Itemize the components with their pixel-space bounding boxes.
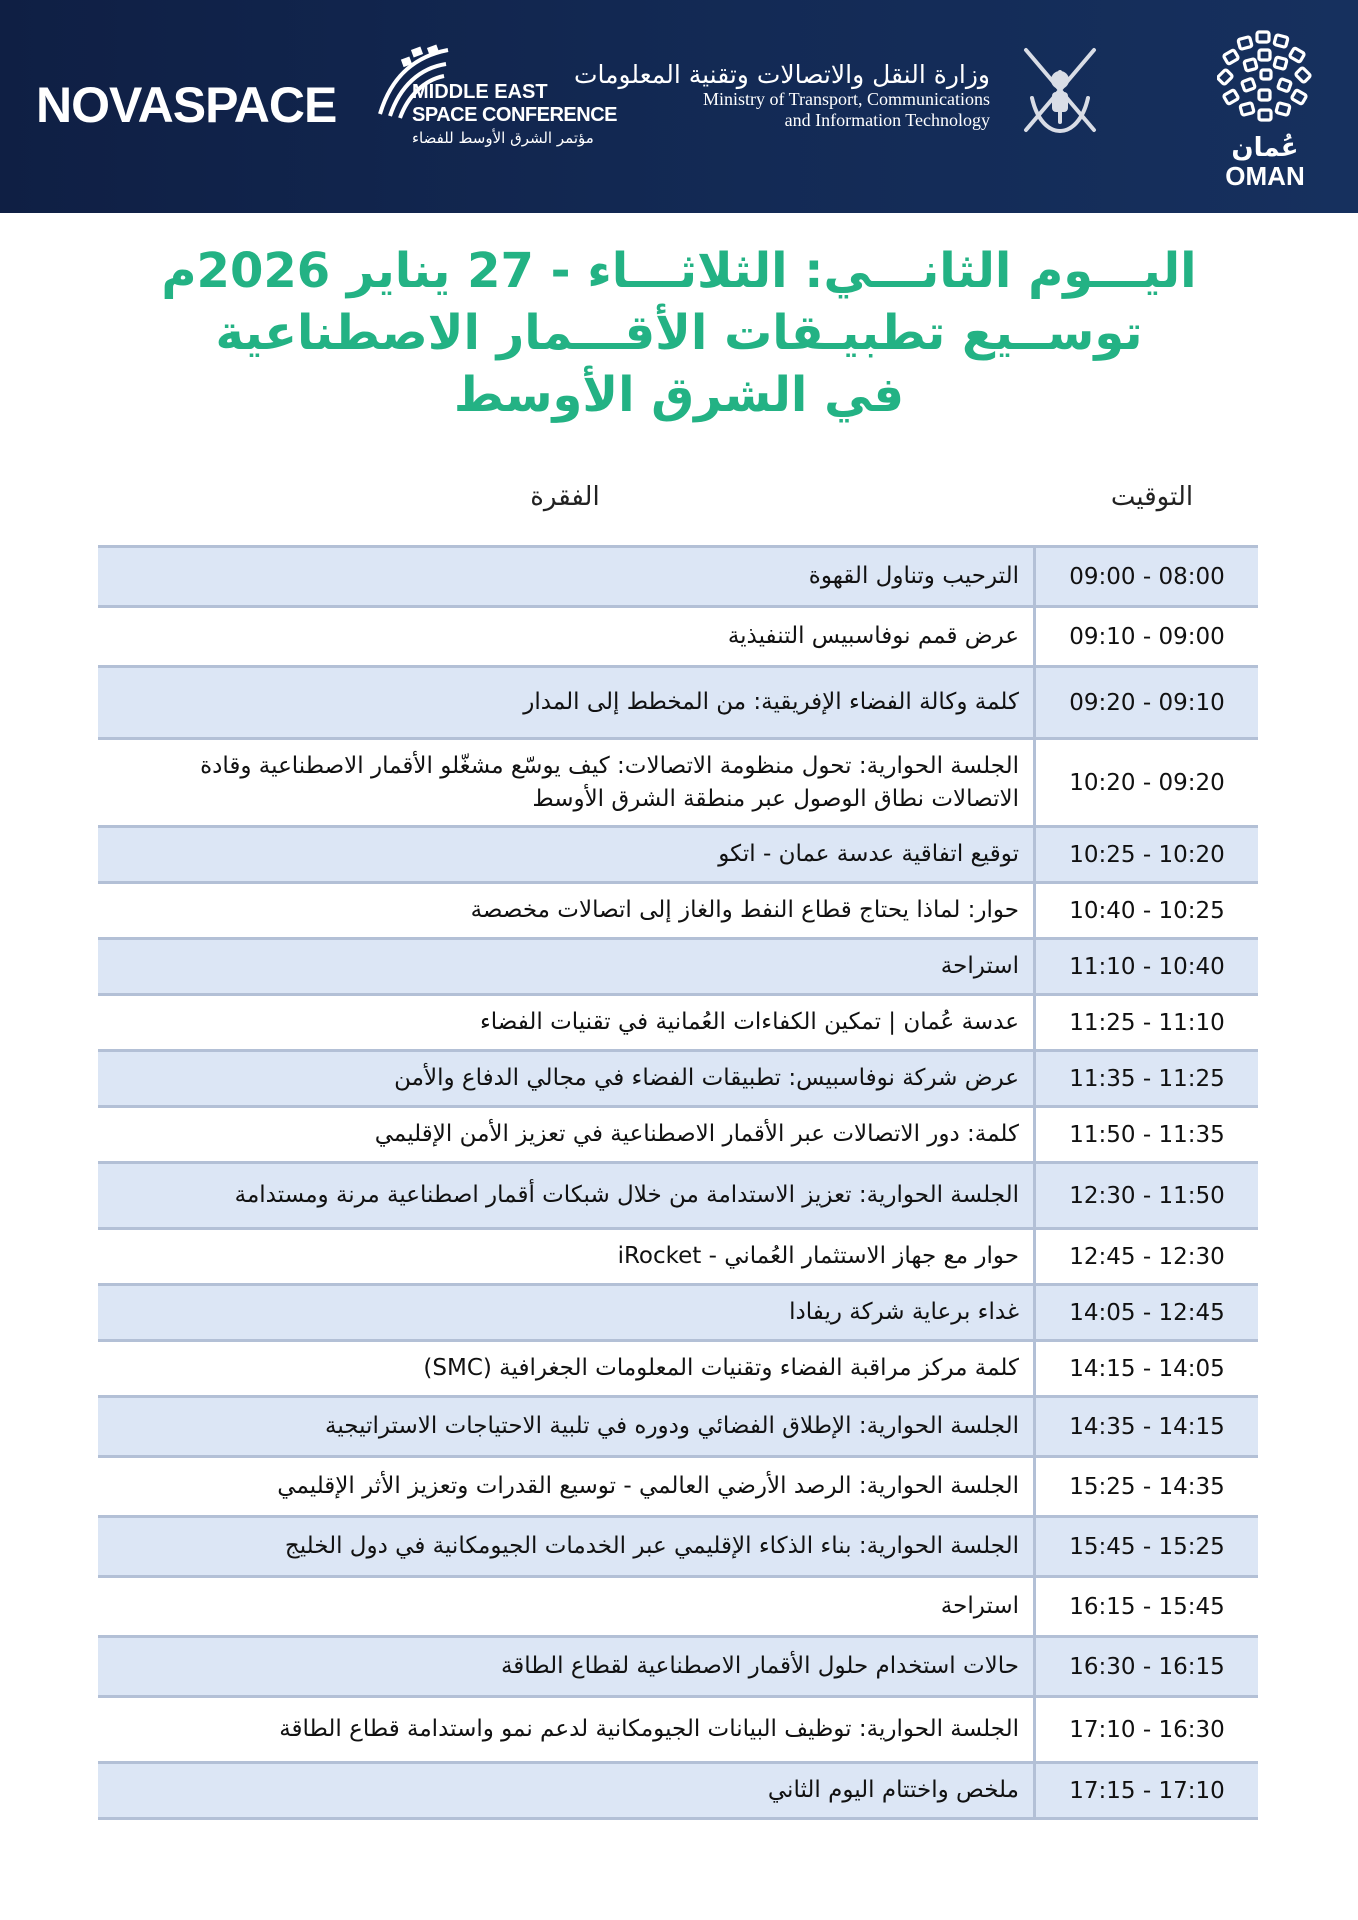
schedule-item-text: توقيع اتفاقية عدسة عمان - اتكو [718,841,1019,867]
table-row [98,1398,1258,1458]
schedule-time-cell: 14:05 - 12:45 [1069,1299,1225,1326]
schedule-item-cell [98,1342,1036,1395]
table-row [98,1764,1258,1820]
table-row [98,1638,1258,1698]
schedule-item-cell [98,1518,1036,1575]
schedule-item-text: استراحة [940,953,1019,979]
table-row [98,940,1258,996]
schedule-item-cell [98,1638,1036,1695]
column-header-item: الفقرة [530,482,600,512]
table-row [98,668,1258,740]
oman-emblem-icon [1012,42,1108,148]
schedule-table [98,545,1258,1820]
schedule-item-cell [98,1698,1036,1761]
schedule-time-cell: 11:35 - 11:25 [1069,1065,1225,1092]
mesc-line3: مؤتمر الشرق الأوسط للفضاء [412,129,594,147]
schedule-item-cell [98,1164,1036,1227]
schedule-item-text: عرض قمم نوفاسبيس التنفيذية [727,623,1019,649]
schedule-item-text: الجلسة الحوارية: الإطلاق الفضائي ودوره في تلبية الاحتياجات الاستراتيجية [325,1413,1019,1439]
schedule-time-cell: 10:40 - 10:25 [1069,897,1225,924]
schedule-item-cell [98,548,1036,605]
schedule-item-cell [98,940,1036,993]
schedule-time-cell: 17:10 - 16:30 [1069,1716,1225,1743]
schedule-item-cell [98,668,1036,737]
table-row [98,1164,1258,1230]
table-row [98,1458,1258,1518]
schedule-time-cell: 12:30 - 11:50 [1069,1182,1225,1209]
ministry-logo [573,60,990,131]
schedule-time-cell: 09:20 - 09:10 [1069,689,1225,716]
schedule-time-cell: 09:10 - 09:00 [1069,623,1225,650]
schedule-item-cell [98,828,1036,881]
schedule-item-text: الجلسة الحوارية: الرصد الأرضي العالمي - توسيع القدرات وتعزيز الأثر الإقليمي [277,1473,1019,1499]
table-row [98,1108,1258,1164]
table-row [98,1286,1258,1342]
schedule-time-cell: 15:45 - 15:25 [1069,1533,1225,1560]
schedule-time-cell: 16:30 - 16:15 [1069,1653,1225,1680]
schedule-item-text: الجلسة الحوارية: تعزيز الاستدامة من خلال شبكات أقمار اصطناعية مرنة ومستدامة [234,1182,1019,1208]
table-row [98,828,1258,884]
oman-arabic-wordmark: عُمان [1231,133,1299,163]
title-line-1: اليـــوم الثانـــي: الثلاثـــاء - 27 يناير 2026م [161,243,1197,299]
schedule-item-text: عرض شركة نوفاسبيس: تطبيقات الفضاء في مجالي الدفاع والأمن [394,1065,1019,1091]
schedule-time-cell: 09:00 - 08:00 [1069,563,1225,590]
schedule-item-text: كلمة مركز مراقبة الفضاء وتقنيات المعلومات الجغرافية (SMC) [423,1355,1019,1381]
schedule-item-text: كلمة: دور الاتصالات عبر الأقمار الاصطناعية في تعزيز الأمن الإقليمي [374,1121,1019,1147]
schedule-item-text: غداء برعاية شركة ريفادا [789,1299,1019,1325]
schedule-item-text: الجلسة الحوارية: تحول منظومة الاتصالات: كيف يوسّع مشغّلو الأقمار الاصطناعية وقادة الاتصالات نطاق الوصول عبر منطقة الشرق الأوسط [200,752,1019,812]
table-row [98,548,1258,608]
schedule-time-cell: 14:35 - 14:15 [1069,1413,1225,1440]
schedule-item-text: كلمة وكالة الفضاء الإفريقية: من المخطط إلى المدار [523,689,1019,715]
schedule-item-text: الترحيب وتناول القهوة [808,563,1019,589]
oman-english-wordmark: OMAN [1225,161,1305,191]
schedule-time-cell: 16:15 - 15:45 [1069,1593,1225,1620]
schedule-item-cell [98,1578,1036,1635]
oman-brand-logo [1212,30,1318,190]
novaspace-logo: NOVASPACE [36,77,337,133]
table-row [98,884,1258,940]
schedule-time-cell: 11:50 - 11:35 [1069,1121,1225,1148]
schedule-time-cell: 12:45 - 12:30 [1069,1243,1225,1270]
schedule-item-cell [98,1286,1036,1339]
schedule-item-cell [98,1398,1036,1455]
schedule-item-cell [98,996,1036,1049]
title-line-3: في الشرق الأوسط [453,367,905,423]
schedule-item-text: الجلسة الحوارية: توظيف البيانات الجيومكانية لدعم نمو واستدامة قطاع الطاقة [279,1716,1019,1742]
column-header-time: التوقيت [1110,482,1194,512]
schedule-item-cell [98,608,1036,665]
schedule-time-cell: 10:20 - 09:20 [1069,769,1225,796]
table-row [98,1698,1258,1764]
schedule-time-cell: 15:25 - 14:35 [1069,1473,1225,1500]
schedule-time-cell: 11:25 - 11:10 [1069,1009,1225,1036]
schedule-item-text: حالات استخدام حلول الأقمار الاصطناعية لقطاع الطاقة [500,1653,1019,1679]
schedule-item-text: الجلسة الحوارية: بناء الذكاء الإقليمي عبر الخدمات الجيومكانية في دول الخليج [284,1533,1019,1559]
schedule-time-cell: 10:25 - 10:20 [1069,841,1225,868]
schedule-item-text: عدسة عُمان | تمكين الكفاءات العُمانية في تقنيات الفضاء [479,1009,1019,1035]
schedule-item-cell [98,884,1036,937]
mesc-line1: MIDDLE EAST [412,81,548,103]
header-banner [0,0,1358,213]
schedule-time-cell: 11:10 - 10:40 [1069,953,1225,980]
schedule-item-text: استراحة [940,1593,1019,1619]
title-line-2: توســيع تطبيـقات الأقـــمار الاصطناعية [215,305,1143,361]
table-row [98,1230,1258,1286]
schedule-item-text: حوار: لماذا يحتاج قطاع النفط والغاز إلى اتصالات مخصصة [470,897,1019,923]
table-row [98,740,1258,828]
table-row [98,608,1258,668]
table-row [98,1578,1258,1638]
schedule-time-cell: 17:15 - 17:10 [1069,1777,1225,1804]
page-title [60,240,1298,426]
schedule-item-cell [98,1108,1036,1161]
table-row [98,1342,1258,1398]
mesc-line2: SPACE CONFERENCE [412,104,617,126]
table-row [98,1518,1258,1578]
ministry-arabic: وزارة النقل والاتصالات وتقنية المعلومات [573,60,990,89]
schedule-item-cell [98,1230,1036,1283]
schedule-time-cell: 14:15 - 14:05 [1069,1355,1225,1382]
table-row [98,1052,1258,1108]
oman-dots-icon [1217,30,1313,128]
schedule-item-cell [98,1052,1036,1105]
schedule-item-cell [98,740,1036,825]
ministry-english-line2: and Information Technology [784,110,990,130]
ministry-english-line1: Ministry of Transport, Communications [702,89,990,109]
schedule-item-text: حوار مع جهاز الاستثمار العُماني - iRocket [617,1243,1019,1269]
schedule-item-text: ملخص واختتام اليوم الثاني [767,1777,1019,1803]
table-row [98,996,1258,1052]
schedule-item-cell [98,1458,1036,1515]
schedule-item-cell [98,1764,1036,1817]
